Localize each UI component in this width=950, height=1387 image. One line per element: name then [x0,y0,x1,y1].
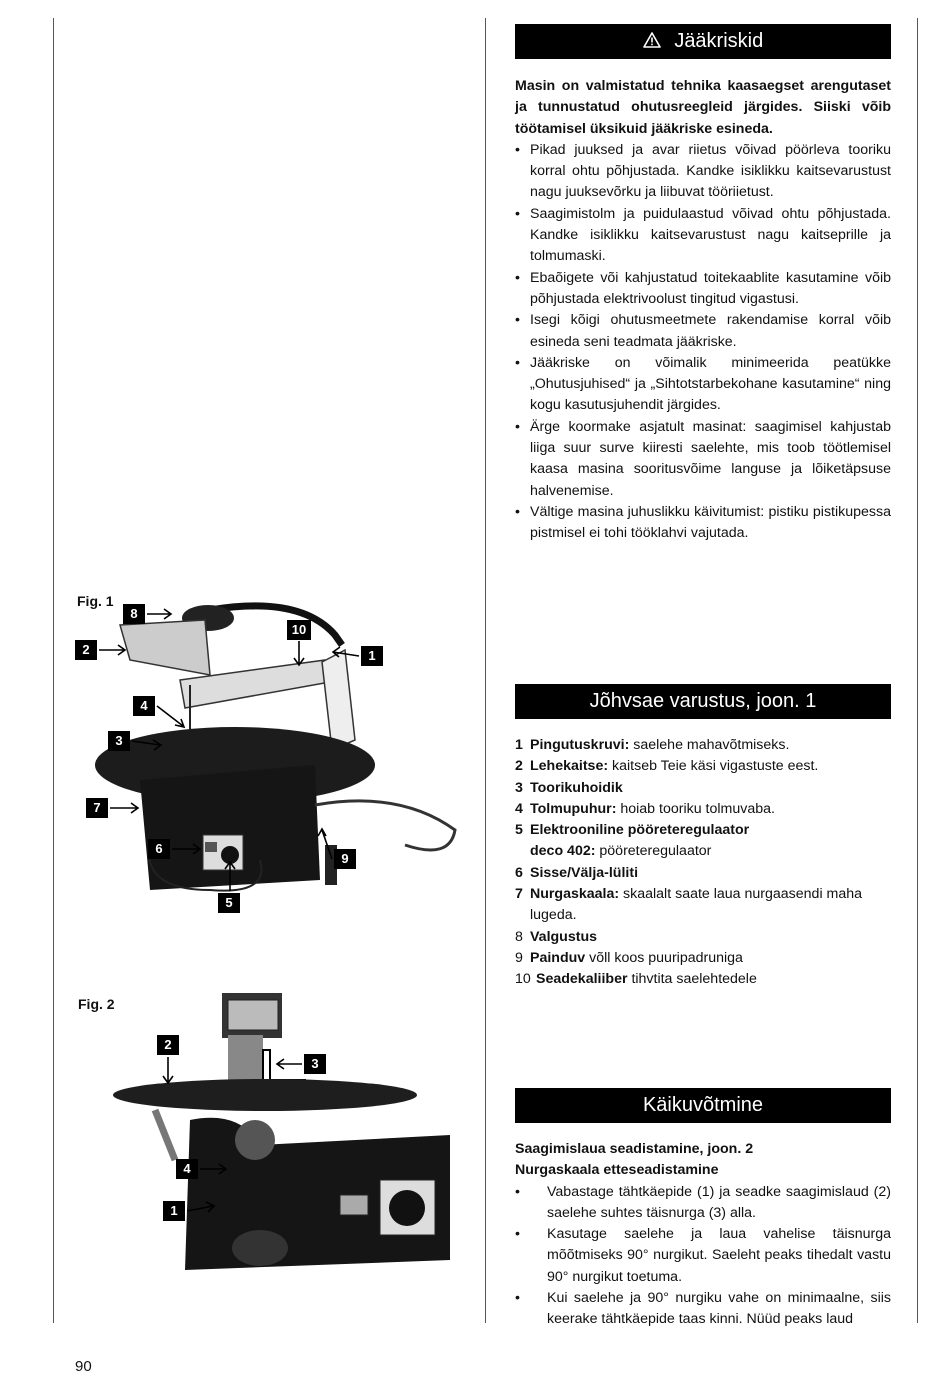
left-margin-rule [53,18,54,1323]
callout-2: 2 [157,1035,179,1055]
list-item: deco 402: pööreteregulaator [530,843,712,860]
list-item: • Vabastage tähtkäepide (1) ja seadke saagimislaud (2) saelehe suhtes täisnurga (3) alla. [515,1182,891,1225]
list-item: 4 Tolmupuhur: hoiab tooriku tolmuvaba. [515,800,775,817]
center-column-rule [485,18,486,1323]
list-item: • Pikad juuksed ja avar riietus võivad pöörleva tooriku korral ohtu põhjustada. Kandke isiklikku kaitsevarustust nagu juuksevõrku ja liibuvat tööriietust. [515,140,891,204]
list-item: 3 Toorikuhoidik [515,779,623,796]
startup-header [515,1088,891,1123]
list-item: • Saagimistolm ja puidulaastud võivad ohtu põhjustada. Kandke isiklikku kaitsevarustust nagu kaitseprille ja tolmumaski. [515,204,891,268]
risks-list [515,140,891,545]
risks-title: Jääkriskid [674,30,764,52]
list-item: 1 Pingutuskruvi: saelehe mahavõtmiseks. [515,737,790,753]
list-item: 5 Elektrooniline pööreteregulaator [515,822,750,839]
list-item: 8 Valgustus [515,928,598,945]
list-item: • Kasutage saelehe ja laua vahelise täisnurga mõõtmiseks 90° nurgikut. Saeleht peaks tihedalt vastu 90° nurgikut toetuma. [515,1224,891,1288]
callout-5: 5 [218,893,240,913]
list-item: • Vältige masina juhuslikku käivitumist: pistiku pistikupessa pistmisel ei tohi tööklahvi vajutada. [515,502,891,545]
risks-header [515,24,891,59]
callout-1: 1 [361,646,383,666]
callout-2: 2 [75,640,97,660]
right-margin-rule [917,18,918,1323]
startup-body [515,1139,891,1331]
callout-3: 3 [108,731,130,751]
list-item: • Jääkriske on võimalik minimeerida peatükke „Ohutusjuhised“ ja „Sihtotstarbekohane kasutamine“ ning kogu kasutusjuhendit järgides. [515,353,891,417]
callout-9: 9 [334,849,356,869]
list-item: • Ärge koormake asjatult masinat: saagimisel kahjustab liiga suur surve kiiresti saelehte, mis toob töötlemisel kaasa masina sooritusvõime languse ja lõiketäpsuse halvenemise. [515,417,891,502]
callout-10: 10 [287,620,311,640]
callout-7: 7 [86,798,108,818]
callout-3: 3 [304,1054,326,1074]
startup-list [515,1182,891,1331]
startup-subheading: Saagimislaua seadistamine, joon. 2 [515,1141,754,1157]
callout-4: 4 [133,696,155,716]
equipment-list [515,735,891,991]
callout-4: 4 [176,1159,198,1179]
fig2-label: Fig. 2 [78,996,115,1012]
equipment-body [515,735,891,991]
equipment-title: Jõhvsae varustus, joon. 1 [589,690,817,712]
scroll-saw-illustration [70,590,470,920]
page-number: 90 [75,1358,92,1375]
list-item: 10 Seadekaliiber tihvtita saelehtedele [515,971,757,988]
list-item: • Ebaõigete või kahjustatud toitekaablite kasutamine võib põhjustada elektrivoolust tingitud vigastusi. [515,268,891,311]
list-item: 2 Lehekaitse: kaitseb Teie käsi vigastuste eest. [515,758,819,775]
callout-1: 1 [163,1201,185,1221]
callout-6: 6 [148,839,170,859]
list-item: • Kui saelehe ja 90° nurgiku vahe on minimaalne, siis keerake tähtkäepide taas kinni. Nüüd peaks laud [515,1288,891,1331]
risks-intro: Masin on valmistatud tehnika kaasaegset arengutaset ja tunnustatud ohutusreegleid järgides. Siiski võib töötamisel üksikuid jääkriske esineda. [515,78,891,137]
list-item: 7 Nurgaskaala: skaalalt saate laua nurgaasendi maha lugeda. [515,886,863,924]
saw-table-illustration [100,990,460,1290]
startup-title: Käikuvõtmine [642,1094,764,1116]
callout-8: 8 [123,604,145,624]
startup-subheading: Nurgaskaala etteseadistamine [515,1162,719,1179]
equipment-header [515,684,891,719]
fig1-label: Fig. 1 [77,593,114,609]
warning-triangle-icon [643,30,667,52]
list-item: • Isegi kõigi ohutusmeetmete rakendamise korral võib esineda seni teadmata jääkriske. [515,310,891,353]
list-item: 9 Painduv võll koos puuripadruniga [515,949,743,966]
list-item: 6 Sisse/Välja-lüliti [515,864,639,881]
risks-body [515,76,891,545]
